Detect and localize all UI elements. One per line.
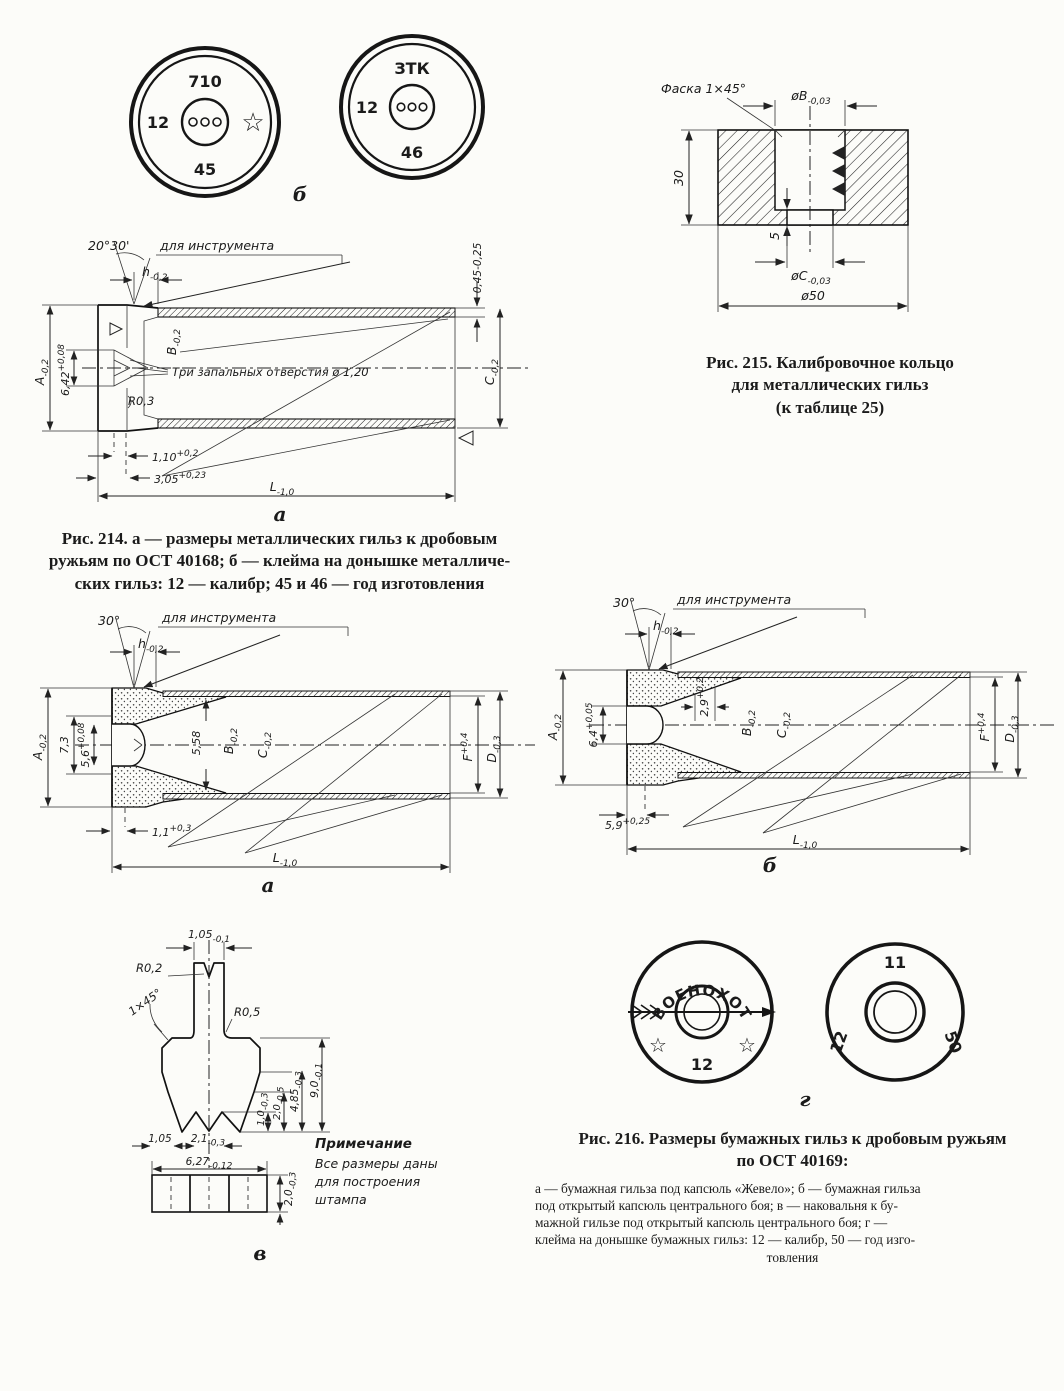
tool-label: для инструмента [160, 238, 275, 253]
dim-L: $L_{-1,0}$ [792, 832, 818, 851]
note-line: для построения [315, 1174, 421, 1189]
dim-D: $D_{-0,3}$ [484, 735, 503, 763]
dim-B: $B_{-0,2}$ [739, 709, 758, 737]
dim-2-0-block: 2,0-0,3 [283, 1171, 299, 1206]
caption-line: для металлических гильз [731, 375, 929, 395]
arrow-head [762, 1007, 776, 1017]
dim-5-6: $5,6^{+0,08}$ [77, 722, 92, 768]
dim-B: $B_{-0,2}$ [164, 328, 183, 356]
dim-C: $C_{-0,2}$ [482, 358, 501, 386]
sub-figure-label: а [273, 502, 287, 526]
dim-5: 5 [767, 232, 782, 240]
dim-5-58: 5,58 [190, 730, 203, 756]
dim-dia-B: $øB_{-0,03}$ [791, 88, 831, 107]
chamfer-label: Фаска 1×45° [661, 81, 747, 96]
dim-F: $F^{+0,4}$ [460, 732, 475, 762]
sub-figure-label: в [253, 1241, 267, 1265]
star-icon: ☆ [241, 108, 265, 138]
figure-216v-drawing [110, 920, 445, 1270]
caption-line: Рис. 216. Размеры бумажных гильз к дробовым ружьям [578, 1129, 1007, 1148]
dim-6-27: 6,27-0,12 [185, 1156, 233, 1172]
dim-dia-C: $øC_{-0,03}$ [791, 268, 831, 287]
figure-216-caption [535, 1128, 1050, 1266]
dim-wall: 0,45-0,25 [472, 242, 484, 294]
caption-line: ских гильз: 12 — калибр; 45 и 46 — год изготовления [74, 573, 485, 593]
case-section [75, 688, 535, 873]
dim-1-0: 1,0-0,3 [256, 1092, 271, 1126]
chamfer-label: 1×45° [125, 985, 165, 1019]
figure-215-caption [618, 352, 1042, 419]
case-section [590, 670, 1055, 855]
caption-line: товления [766, 1249, 819, 1265]
dim-h: $h_{-0,2}$ [138, 636, 164, 655]
surface-finish-mark [110, 323, 122, 335]
dim-4-85: 4,85-0,3 [289, 1071, 305, 1112]
dim-6-4: $6,4^{+0,05}$ [585, 702, 600, 748]
star-icon: ☆ [649, 1033, 667, 1057]
figure-215-drawing [615, 60, 1045, 350]
radius-label: R0,2 [136, 961, 163, 975]
dim-3-05: $3,05^{+0,23}$ [154, 471, 207, 486]
dim-2-1: 2,1-0,3 [190, 1133, 226, 1149]
caption-line: Рис. 214. а — размеры металлических гильз к дробовым [61, 529, 498, 548]
star-icon: ☆ [738, 1033, 756, 1057]
angle-label: 30° [98, 613, 121, 628]
sub-figure-label: б [292, 182, 308, 206]
radius-label: R0,3 [128, 394, 155, 408]
caption-line: а — бумажная гильза под капсюль «Жевело»; б — бумажная гильза [535, 1180, 921, 1196]
dim-L: $L_{-1,0}$ [269, 479, 295, 498]
headstamp-voenohot [628, 942, 776, 1082]
dim-D: $D_{-0,3}$ [1002, 715, 1021, 743]
tool-label: для инструмента [677, 592, 792, 607]
caption-line: (к таблице 25) [775, 397, 885, 417]
stamp-text: ЗТК [394, 59, 430, 78]
dim-2-9: $2,9^{+0,2}$ [696, 677, 711, 717]
figure-214-caption [22, 528, 537, 595]
stamp-text: 12 [146, 113, 170, 132]
stamp-text: 11 [883, 953, 907, 972]
dim-1-10: $1,10^{+0,2}$ [152, 449, 199, 464]
stamp-text: 12 [690, 1055, 714, 1074]
dim-h: $h_{-0,2}$ [142, 264, 168, 283]
dim-B: $B_{-0,2}$ [221, 727, 240, 755]
case-section [82, 305, 530, 476]
brand-arc-text: ВОЕНОХОТ [648, 981, 756, 1024]
dim-A: $A_{-0,2}$ [545, 713, 564, 741]
dim-30: 30 [671, 170, 686, 186]
radius-label: R0,5 [234, 1005, 261, 1019]
headstamp-plain [826, 944, 966, 1080]
figure-216a-drawing [30, 595, 540, 895]
stamp-text: 12 [826, 1028, 852, 1056]
dim-F: $F^{+0,4}$ [977, 712, 992, 742]
sub-figure-label: г [799, 1087, 811, 1111]
dim-A: $A_{-0,2}$ [32, 358, 51, 386]
note-title: Примечание [315, 1136, 412, 1152]
stamp-text: 12 [355, 98, 379, 117]
sub-figure-label: а [261, 873, 275, 897]
caption-line: клейма на донышке бумажных гильз: 12 — калибр, 50 — год изго- [535, 1232, 916, 1248]
stamp-text: 50 [940, 1028, 966, 1056]
stamp-text: 45 [193, 160, 217, 179]
stamp-text: 710 [188, 72, 222, 91]
dim-C: $C_{-0,2}$ [255, 731, 274, 759]
flash-holes-label: Три запальных отверстия ø 1,20 [172, 365, 369, 379]
dim-1-1: $1,1^{+0,3}$ [152, 824, 192, 839]
dimensions [40, 619, 508, 873]
dim-C: $C_{-0,2}$ [774, 711, 793, 739]
figure-214b-headstamps [60, 25, 520, 210]
figure-216g-headstamps [590, 920, 1010, 1115]
note-line: штампа [315, 1192, 367, 1207]
note [314, 1136, 438, 1207]
caption-line: под открытый капсюль центрального боя; в — наковальня к бу- [535, 1198, 898, 1214]
figure-214a-drawing [30, 220, 535, 525]
dim-L: $L_{-1,0}$ [272, 850, 298, 869]
dim-7-3: 7,3 [58, 736, 71, 754]
angle-label: 20°30' [88, 238, 130, 253]
dim-h: $h_{-0,2}$ [653, 618, 679, 637]
angle-label: 30° [613, 595, 636, 610]
dim-dia-50: ø50 [801, 288, 825, 303]
surface-finish-mark [459, 431, 473, 445]
dim-9-0: $9,0_{-0,1}$ [308, 1062, 325, 1098]
ring-section [718, 106, 908, 252]
dim-1-05-bottom: 1,05 [148, 1133, 172, 1145]
note-line: Все размеры даны [315, 1156, 438, 1171]
caption-line: Рис. 215. Калибровочное кольцо [706, 353, 954, 372]
sub-figure-label: б [762, 853, 778, 877]
tool-label: для инструмента [162, 610, 277, 625]
caption-line: ружьям по ОСТ 40168; б — клейма на донышке металличе- [48, 551, 511, 571]
caption-line: по ОСТ 40169: [736, 1151, 849, 1171]
stamp-text: 46 [400, 143, 424, 162]
caption-line: мажной гильзе под открытый капсюль центрального боя; г — [535, 1215, 888, 1231]
dim-1-05-top: $1,05_{-0,1}$ [187, 928, 231, 945]
dim-2-0: 2,0-0,5 [272, 1086, 287, 1120]
dim-6-42: $6,42^{+0,08}$ [57, 343, 72, 397]
dim-5-9: $5,9^{+0,25}$ [605, 817, 651, 832]
figure-216b-drawing [545, 575, 1060, 875]
dim-A: $A_{-0,2}$ [30, 733, 49, 761]
